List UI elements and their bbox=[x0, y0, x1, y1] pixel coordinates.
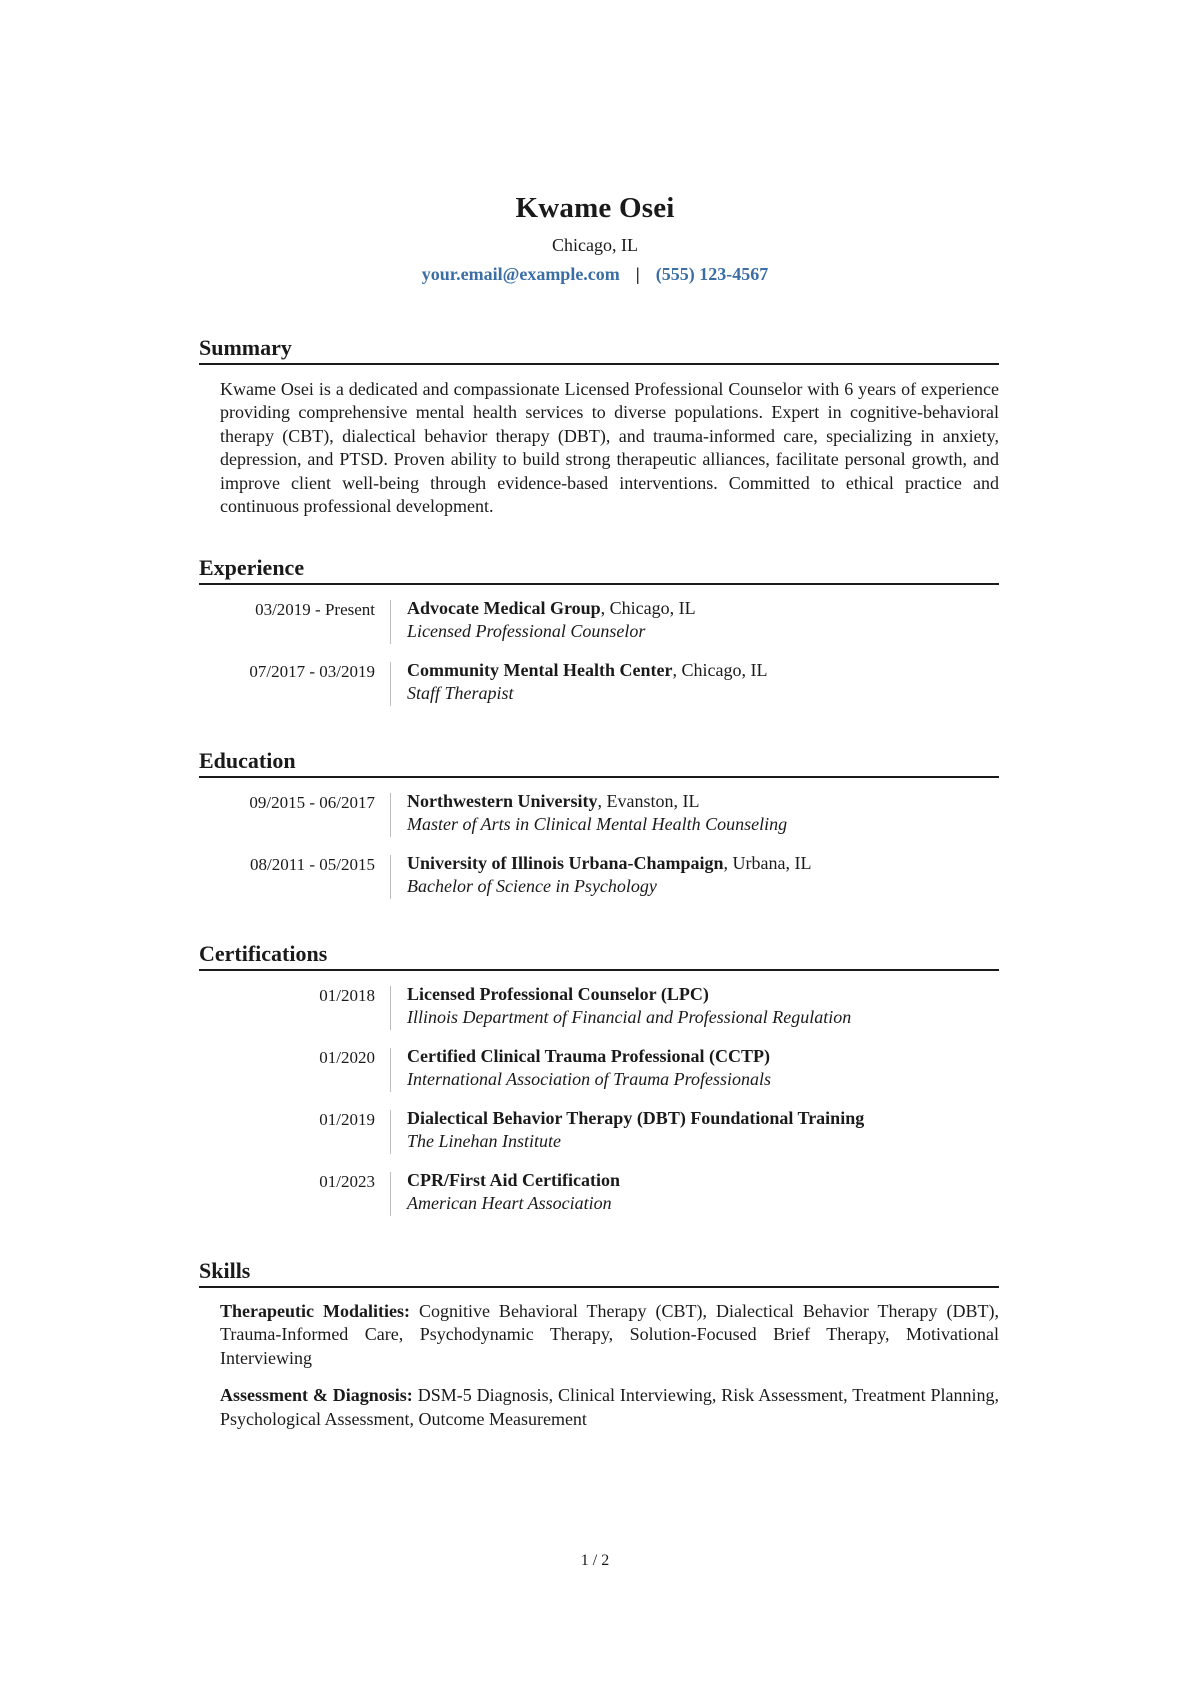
entry-issuer: Illinois Department of Financial and Professional Regulation bbox=[407, 1007, 852, 1027]
entry-issuer: The Linehan Institute bbox=[407, 1131, 561, 1151]
section-title-certifications: Certifications bbox=[199, 939, 999, 971]
email-link[interactable]: your.email@example.com bbox=[421, 264, 620, 284]
certification-entry bbox=[199, 1107, 999, 1157]
certification-entry bbox=[199, 983, 999, 1033]
skills-list bbox=[220, 1300, 999, 1431]
entry-location: , Evanston, IL bbox=[597, 791, 700, 811]
entry-divider bbox=[390, 986, 391, 1030]
entry-divider bbox=[390, 600, 391, 644]
entry-date: 09/2015 - 06/2017 bbox=[249, 793, 375, 812]
entry-divider bbox=[390, 662, 391, 706]
candidate-location: Chicago, IL bbox=[552, 235, 638, 255]
skill-group bbox=[220, 1384, 999, 1431]
section-title-education: Education bbox=[199, 746, 999, 778]
section-title-summary: Summary bbox=[199, 333, 999, 365]
entry-divider bbox=[390, 1048, 391, 1092]
entry-organization: University of Illinois Urbana-Champaign bbox=[407, 853, 724, 873]
entry-organization: Dialectical Behavior Therapy (DBT) Foundational Training bbox=[407, 1108, 865, 1128]
certification-entry bbox=[199, 1169, 999, 1219]
entry-date: 03/2019 - Present bbox=[255, 600, 375, 619]
entry-issuer: International Association of Trauma Professionals bbox=[407, 1069, 772, 1089]
entry-organization: Northwestern University bbox=[407, 791, 598, 811]
education-section bbox=[199, 746, 999, 902]
entry-organization: Community Mental Health Center bbox=[407, 660, 673, 680]
summary-section bbox=[199, 333, 999, 518]
certification-entry bbox=[199, 1045, 999, 1095]
entry-date: 01/2023 bbox=[319, 1172, 375, 1191]
entry-location: , Urbana, IL bbox=[723, 853, 812, 873]
entry-divider bbox=[390, 1110, 391, 1154]
experience-section bbox=[199, 553, 999, 709]
entry-role: Bachelor of Science in Psychology bbox=[407, 876, 657, 896]
entry-issuer: American Heart Association bbox=[407, 1193, 612, 1213]
entry-organization: Advocate Medical Group bbox=[407, 598, 601, 618]
entry-role: Licensed Professional Counselor bbox=[407, 621, 646, 641]
education-entry bbox=[199, 852, 999, 902]
entry-date: 07/2017 - 03/2019 bbox=[249, 662, 375, 681]
skills-section bbox=[199, 1256, 999, 1445]
section-title-experience: Experience bbox=[199, 553, 999, 585]
entry-role: Staff Therapist bbox=[407, 683, 514, 703]
experience-entry bbox=[199, 597, 999, 647]
contact-line bbox=[0, 262, 1190, 286]
entry-divider bbox=[390, 855, 391, 899]
entry-date: 08/2011 - 05/2015 bbox=[250, 855, 375, 874]
candidate-name: Kwame Osei bbox=[515, 192, 675, 224]
entry-divider bbox=[390, 793, 391, 837]
summary-text: Kwame Osei is a dedicated and compassionate Licensed Professional Counselor with 6 years of experience providing comprehensive mental health services to diverse populations. Expert in cognitive-behavioral therapy (CBT), dialectical behavior therapy (DBT), and trauma-informed care, specializing in anxiety, depression, and PTSD. Proven ability to build strong therapeutic alliances, facilitate personal growth, and improve client well-being through evidence-based interventions. Committed to ethical practice and continuous professional development. bbox=[220, 379, 999, 517]
page-number: 1 / 2 bbox=[580, 1552, 610, 1569]
skill-category: Assessment & Diagnosis: bbox=[220, 1385, 413, 1406]
experience-entry bbox=[199, 659, 999, 709]
entry-date: 01/2018 bbox=[319, 986, 375, 1005]
entry-role: Master of Arts in Clinical Mental Health Counseling bbox=[407, 814, 788, 834]
entry-organization: Licensed Professional Counselor (LPC) bbox=[407, 984, 709, 1004]
entry-divider bbox=[390, 1172, 391, 1216]
skill-values: DSM-5 Diagnosis, Clinical Interviewing, Risk Assessment, Treatment Planning, Psychological Assessment, Outcome Measurement bbox=[220, 1385, 999, 1429]
skill-values: Cognitive Behavioral Therapy (CBT), Dialectical Behavior Therapy (DBT), Trauma-Informed Care, Psychodynamic Therapy, Solution-Focused Brief Therapy, Motivational Interviewing bbox=[220, 1301, 999, 1368]
phone-link[interactable]: (555) 123-4567 bbox=[655, 264, 769, 284]
entry-date: 01/2019 bbox=[319, 1110, 375, 1129]
education-entry bbox=[199, 790, 999, 840]
skill-category: Therapeutic Modalities: bbox=[220, 1301, 410, 1321]
contact-separator: | bbox=[635, 264, 640, 284]
skill-group bbox=[220, 1300, 999, 1370]
entry-location: , Chicago, IL bbox=[672, 660, 768, 680]
entry-organization: CPR/First Aid Certification bbox=[407, 1170, 620, 1190]
entry-date: 01/2020 bbox=[319, 1048, 375, 1067]
section-title-skills: Skills bbox=[199, 1256, 999, 1288]
resume-header bbox=[0, 190, 1190, 286]
entry-organization: Certified Clinical Trauma Professional (CCTP) bbox=[407, 1046, 770, 1066]
certifications-section bbox=[199, 939, 999, 1219]
entry-location: , Chicago, IL bbox=[600, 598, 696, 618]
